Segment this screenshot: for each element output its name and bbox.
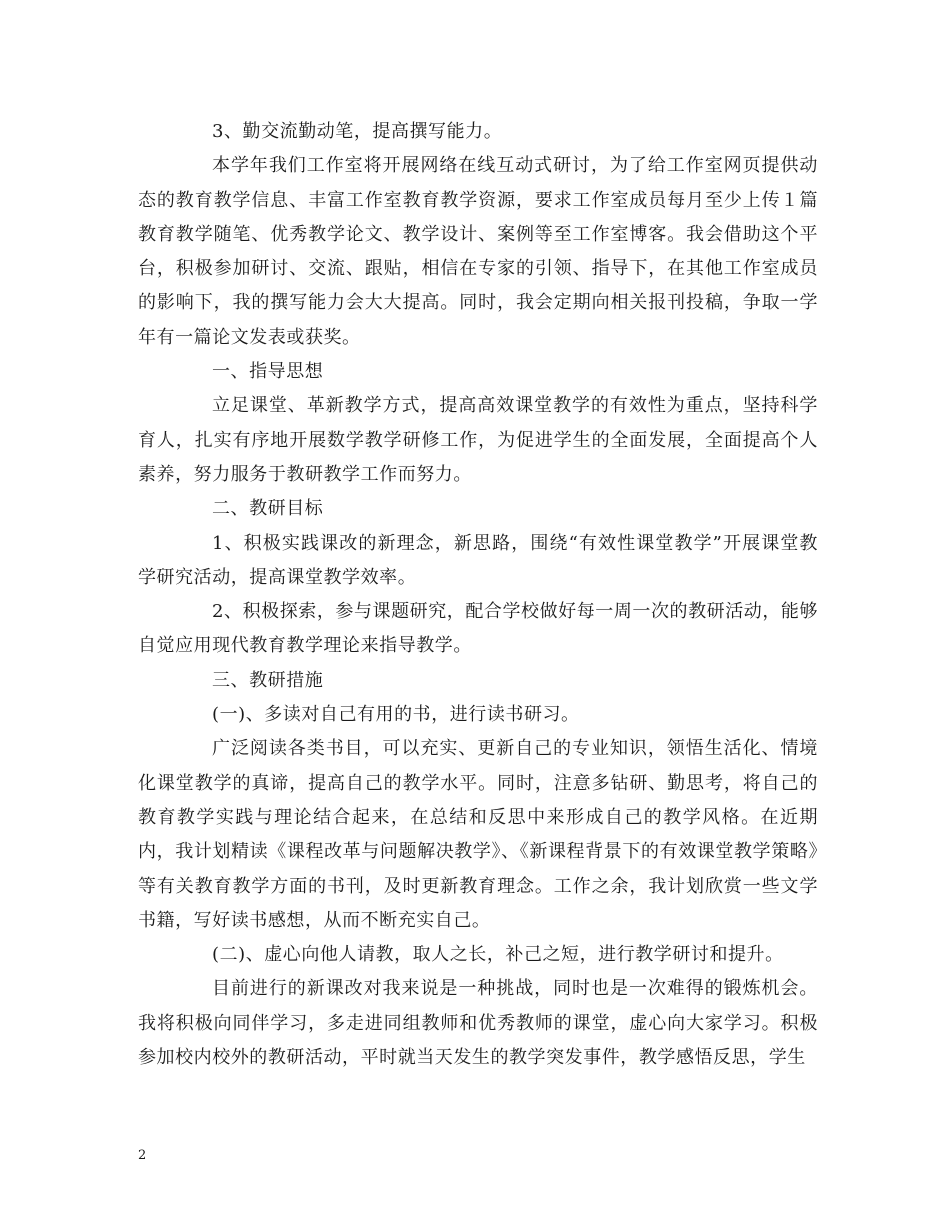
paragraph-writing-plan: 本学年我们工作室将开展网络在线互动式研讨，为了给工作室网页提供动态的教育教学信息、丰富工作室教育教学资源，要求工作室成员每月至少上传１篇教育教学随笔、优秀教学论文、教学设计、案例等至工作室博客。我会借助这个平台，积极参加研讨、交流、跟贴，相信在专家的引领、指导下，在其他工作室成员的影响下，我的撰写能力会大大提高。同时，我会定期向相关报刊投稿，争取一学年有一篇论文发表或获奖。 <box>138 155 818 348</box>
paragraph-item-3-heading: 3、勤交流勤动笔，提高撰写能力。 <box>212 121 503 142</box>
paragraph-reading: 广泛阅读各类书目，可以充实、更新自己的专业知识，领悟生活化、情境化课堂教学的真谛，提高自己的教学水平。同时，注意多钻研、勤思考，将自己的教育教学实践与理论结合起来，在总结和反思中来形成自己的教学风格。在近期内，我计划精读《课程改革与问题解决教学》、《新课程背景下的有效课堂教学策略》等有关教育教学方面的书刊，及时更新教育理念。工作之余，我计划欣赏一些文学书籍，写好读书感想，从而不断充实自己。 <box>138 738 818 931</box>
paragraph-goal-1: 1、积极实践课改的新理念，新思路，围绕“有效性课堂教学”开展课堂教学研究活动，提高课堂教学效率。 <box>138 532 818 588</box>
document-body <box>138 115 818 1075</box>
section-heading-research-measures: 三、教研措施 <box>212 669 324 691</box>
paragraph-learning-from-others: 目前进行的新课改对我来说是一种挑战，同时也是一次难得的锻炼机会。我将积极向同伴学习，多走进同组教师和优秀教师的课堂，虚心向大家学习。积极参加校内校外的教研活动，平时就当天发生的教学突发事件，教学感悟反思，学生 <box>138 978 818 1069</box>
page-number: 2 <box>138 1148 147 1163</box>
section-heading-research-goals: 二、教研目标 <box>212 498 324 520</box>
subheading-reading: (一)、多读对自己有用的书，进行读书研习。 <box>212 704 580 726</box>
paragraph-guiding-thought: 立足课堂、革新教学方式，提高高效课堂教学的有效性为重点，坚持科学育人，扎实有序地开展数学教学研修工作，为促进学生的全面发展，全面提高个人素养，努力服务于教研教学工作而努力。 <box>138 395 818 485</box>
paragraph-goal-2: 2、积极探索，参与课题研究，配合学校做好每一周一次的教研活动，能够自觉应用现代教育教学理论来指导教学。 <box>138 601 818 657</box>
subheading-learning-from-others: (二)、虚心向他人请教，取人之长，补己之短，进行教学研讨和提升。 <box>212 944 784 966</box>
section-heading-guiding-thought: 一、指导思想 <box>212 361 324 383</box>
